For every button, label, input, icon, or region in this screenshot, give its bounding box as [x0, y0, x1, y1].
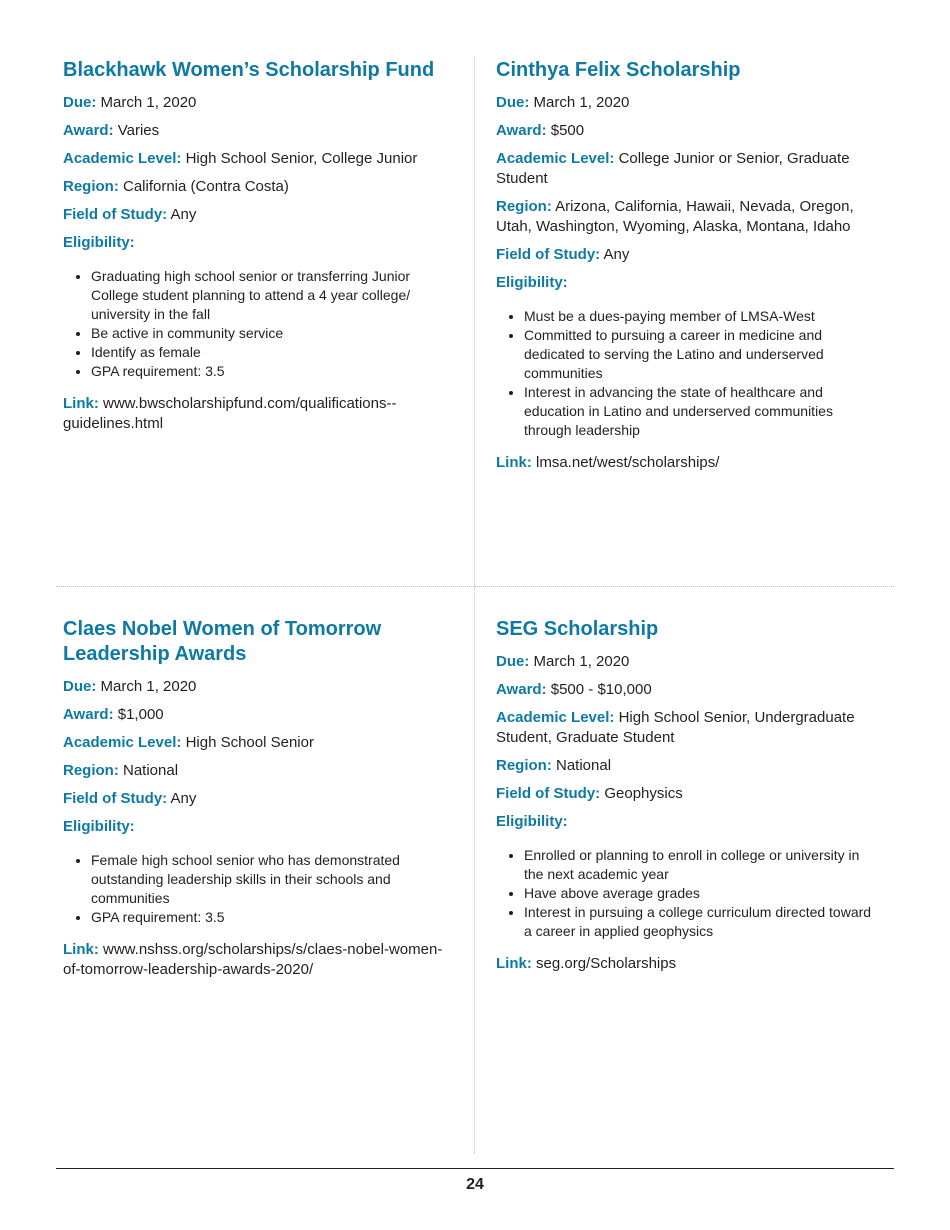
link-url[interactable]: lmsa.net/west/scholarships/ — [536, 454, 720, 471]
field-of-study-label: Field of Study: — [496, 785, 601, 802]
field-of-study-row — [496, 245, 876, 265]
due-value: March 1, 2020 — [100, 94, 197, 111]
award-label: Award: — [496, 122, 547, 139]
eligibility-heading: Eligibility: — [496, 274, 568, 291]
field-of-study-row — [63, 789, 443, 809]
eligibility-item: • Be active in community service — [91, 324, 443, 343]
academic-level-row — [496, 708, 876, 748]
due-label: Due: — [63, 94, 97, 111]
due-value: March 1, 2020 — [100, 678, 197, 695]
due-value: March 1, 2020 — [533, 653, 630, 670]
academic-level-label: Academic Level: — [496, 709, 615, 726]
link-url[interactable]: seg.org/Scholarships — [536, 955, 677, 972]
eligibility-list — [496, 846, 876, 941]
due-row — [496, 93, 876, 113]
due-row — [496, 652, 876, 672]
eligibility-item: • Female high school senior who has demonstrated outstanding leadership skills in their schools and communities — [91, 851, 443, 908]
scholarship-card-blackhawk — [63, 58, 443, 442]
due-label: Due: — [496, 653, 530, 670]
field-of-study-row — [63, 205, 443, 225]
due-label: Due: — [496, 94, 530, 111]
award-label: Award: — [63, 706, 114, 723]
eligibility-item: • GPA requirement: 3.5 — [91, 908, 443, 927]
eligibility-heading: Eligibility: — [63, 234, 135, 251]
vertical-divider — [474, 56, 475, 1153]
field-of-study-value: Any — [170, 790, 197, 807]
region-row — [496, 197, 876, 237]
scholarship-title: SEG Scholarship — [496, 618, 659, 640]
eligibility-item: • Interest in advancing the state of healthcare and education in Latino and underserved communities through leadership — [524, 383, 876, 440]
due-row — [63, 93, 443, 113]
page-number: 24 — [466, 1176, 484, 1193]
scholarship-card-seg — [496, 617, 876, 982]
field-of-study-value: Geophysics — [604, 785, 683, 802]
field-of-study-value: Any — [603, 246, 630, 263]
award-value: $1,000 — [117, 706, 164, 723]
academic-level-value: College Junior or Senior, Graduate Student — [496, 150, 850, 187]
region-value: National — [123, 762, 179, 779]
academic-level-value: High School Senior — [185, 734, 314, 751]
eligibility-item: • Must be a dues-paying member of LMSA-West — [524, 307, 876, 326]
award-value: $500 - $10,000 — [550, 681, 652, 698]
academic-level-label: Academic Level: — [63, 150, 182, 167]
academic-level-value: High School Senior, Undergraduate Student, Graduate Student — [496, 709, 855, 746]
link-label: Link: — [63, 941, 99, 958]
academic-level-label: Academic Level: — [496, 150, 615, 167]
award-label: Award: — [496, 681, 547, 698]
award-row — [63, 121, 443, 141]
eligibility-list — [63, 267, 443, 381]
scholarship-card-cinthya-felix — [496, 58, 876, 481]
region-value: Arizona, California, Hawaii, Nevada, Oregon, Utah, Washington, Wyoming, Alaska, Montana, Idaho — [496, 198, 854, 235]
footer-rule — [56, 1168, 894, 1169]
scholarship-title: Claes Nobel Women of Tomorrow Leadership Awards — [63, 618, 382, 665]
region-value: California (Contra Costa) — [123, 178, 289, 195]
award-row — [63, 705, 443, 725]
eligibility-item: • GPA requirement: 3.5 — [91, 362, 443, 381]
eligibility-list — [63, 851, 443, 927]
scholarship-card-claes-nobel — [63, 617, 443, 988]
field-of-study-row — [496, 784, 876, 804]
link-url[interactable]: www.nshss.org/scholarships/s/claes-nobel-women-of-tomorrow-leadership-awards-2020/ — [63, 941, 443, 978]
region-value: National — [556, 757, 612, 774]
academic-level-value: High School Senior, College Junior — [185, 150, 418, 167]
eligibility-item: • Interest in pursuing a college curriculum directed toward a career in applied geophysics — [524, 903, 876, 941]
region-row — [496, 756, 876, 776]
due-label: Due: — [63, 678, 97, 695]
eligibility-item: • Identify as female — [91, 343, 443, 362]
scholarship-title: Blackhawk Women’s Scholarship Fund — [63, 59, 435, 81]
link-row — [496, 954, 876, 974]
field-of-study-label: Field of Study: — [63, 206, 168, 223]
academic-level-row — [63, 733, 443, 753]
region-label: Region: — [496, 198, 552, 215]
field-of-study-label: Field of Study: — [63, 790, 168, 807]
academic-level-row — [496, 149, 876, 189]
field-of-study-label: Field of Study: — [496, 246, 601, 263]
horizontal-divider — [56, 586, 894, 587]
award-value: $500 — [550, 122, 585, 139]
academic-level-row — [63, 149, 443, 169]
link-row — [496, 453, 876, 473]
eligibility-heading: Eligibility: — [63, 818, 135, 835]
due-value: March 1, 2020 — [533, 94, 630, 111]
eligibility-item: • Committed to pursuing a career in medicine and dedicated to serving the Latino and underserved communities — [524, 326, 876, 383]
region-row — [63, 177, 443, 197]
due-row — [63, 677, 443, 697]
region-label: Region: — [496, 757, 552, 774]
scholarship-title: Cinthya Felix Scholarship — [496, 59, 741, 81]
region-label: Region: — [63, 762, 119, 779]
region-label: Region: — [63, 178, 119, 195]
eligibility-list — [496, 307, 876, 440]
link-row — [63, 940, 443, 980]
award-row — [496, 121, 876, 141]
link-row — [63, 394, 443, 434]
region-row — [63, 761, 443, 781]
eligibility-heading: Eligibility: — [496, 813, 568, 830]
eligibility-item: • Enrolled or planning to enroll in college or university in the next academic year — [524, 846, 876, 884]
academic-level-label: Academic Level: — [63, 734, 182, 751]
link-label: Link: — [496, 955, 532, 972]
award-row — [496, 680, 876, 700]
eligibility-item: • Have above average grades — [524, 884, 876, 903]
link-label: Link: — [496, 454, 532, 471]
link-url[interactable]: www.bwscholarshipfund.com/qualifications--guidelines.html — [63, 395, 397, 432]
link-label: Link: — [63, 395, 99, 412]
eligibility-item: • Graduating high school senior or transferring Junior College student planning to attend a 4 year college/ university in the fall — [91, 267, 443, 324]
award-label: Award: — [63, 122, 114, 139]
award-value: Varies — [117, 122, 160, 139]
field-of-study-value: Any — [170, 206, 197, 223]
